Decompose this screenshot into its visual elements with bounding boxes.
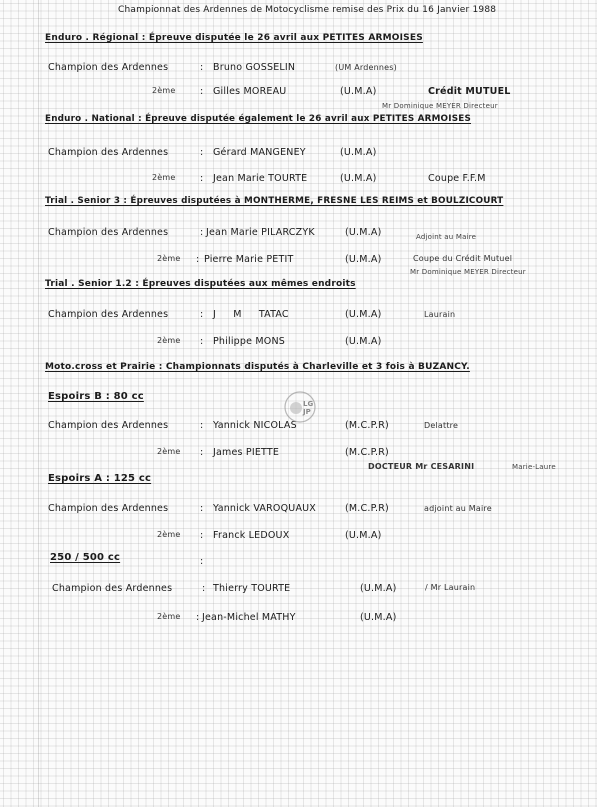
- espoirs-a-second-name: Franck LEDOUX: [213, 530, 290, 541]
- margin-line: [38, 0, 39, 807]
- cat-250-500-champ-note: / Mr Laurain: [425, 583, 476, 592]
- enduro-regional-second-prize: Crédit MUTUEL: [428, 86, 511, 97]
- enduro-regional-prize-note: Mr Dominique MEYER Directeur: [382, 102, 498, 110]
- trial-senior12-second-name: Philippe MONS: [213, 336, 286, 347]
- cat-250-500-heading-sep: :: [200, 556, 204, 567]
- trial-senior3-second-name: Pierre Marie PETIT: [204, 254, 294, 265]
- enduro-national-second-label: 2ème: [152, 173, 176, 182]
- espoirs-b-champ-club: (M.C.P.R): [345, 420, 389, 431]
- espoirs-b-champ-note: Delattre: [424, 421, 459, 430]
- trial-senior12-champ-sep: :: [200, 309, 204, 320]
- cat-250-500-second-label: 2ème: [157, 612, 181, 621]
- espoirs-a-champ-label: Champion des Ardennes: [48, 503, 169, 514]
- espoirs-b-second-sep: :: [200, 447, 204, 458]
- espoirs-a-champ-name: Yannick VAROQUAUX: [213, 503, 317, 514]
- enduro-national-second-prize: Coupe F.F.M: [428, 173, 486, 184]
- espoirs-b-second-club: (M.C.P.R): [345, 447, 389, 458]
- espoirs-a-second-label: 2ème: [157, 530, 181, 539]
- trial-senior3-heading: Trial . Senior 3 : Épreuves disputées à MONTHERME, FRESNE LES REIMS et BOULZICOURT: [45, 196, 504, 206]
- trial-senior3-champ-name: Jean Marie PILARCZYK: [206, 227, 315, 238]
- trial-senior3-second-prize: Coupe du Crédit Mutuel: [413, 254, 513, 263]
- cat-250-500-second-sep: :: [196, 612, 200, 623]
- trial-senior3-champ-club: (U.M.A): [345, 227, 382, 238]
- trial-senior3-champ-label: Champion des Ardennes: [48, 227, 169, 238]
- espoirs-a-second-sep: :: [200, 530, 204, 541]
- enduro-national-champ-label: Champion des Ardennes: [48, 147, 169, 158]
- enduro-national-champ-sep: :: [200, 147, 204, 158]
- espoirs-b-second-name: James PIETTE: [213, 447, 280, 458]
- enduro-regional-heading: Enduro . Régional : Épreuve disputée le 26 avril aux PETITES ARMOISES: [45, 33, 423, 43]
- cat-250-500-champ-name: Thierry TOURTE: [213, 583, 291, 594]
- cat-250-500-champ-club: (U.M.A): [360, 583, 397, 594]
- espoirs-b-champ-name: Yannick NICOLAS: [213, 420, 297, 431]
- enduro-regional-champ-name: Bruno GOSSELIN: [213, 62, 296, 73]
- trial-senior12-champ-note: Laurain: [424, 310, 456, 319]
- espoirs-a-champ-club: (M.C.P.R): [345, 503, 389, 514]
- enduro-national-second-sep: :: [200, 173, 204, 184]
- trial-senior12-heading: Trial . Senior 1.2 : Épreuves disputées aux mêmes endroits: [45, 279, 356, 289]
- trial-senior12-champ-label: Champion des Ardennes: [48, 309, 169, 320]
- trial-senior3-second-club: (U.M.A): [345, 254, 382, 265]
- enduro-national-second-club: (U.M.A): [340, 173, 377, 184]
- espoirs-b-prize-note: Marie-Laure: [512, 463, 556, 471]
- trial-senior3-second-label: 2ème: [157, 254, 181, 263]
- trial-senior12-champ-club: (U.M.A): [345, 309, 382, 320]
- trial-senior12-second-sep: :: [200, 336, 204, 347]
- enduro-regional-second-name: Gilles MOREAU: [213, 86, 287, 97]
- trial-senior12-champ-name: J M TATAC: [213, 309, 289, 320]
- enduro-regional-champ-club: (UM Ardennes): [335, 63, 397, 72]
- espoirs-b-champ-sep: :: [200, 420, 204, 431]
- enduro-national-second-name: Jean Marie TOURTE: [213, 173, 308, 184]
- page-title: Championnat des Ardennes de Motocyclisme remise des Prix du 16 Janvier 1988: [118, 5, 497, 15]
- espoirs-b-champ-label: Champion des Ardennes: [48, 420, 169, 431]
- espoirs-a-heading: Espoirs A : 125 cc: [48, 473, 152, 484]
- espoirs-b-second-prize: DOCTEUR Mr CESARINI: [368, 462, 475, 471]
- enduro-regional-champ-sep: :: [200, 62, 204, 73]
- enduro-regional-second-label: 2ème: [152, 86, 176, 95]
- trial-senior12-second-label: 2ème: [157, 336, 181, 345]
- enduro-regional-champ-label: Champion des Ardennes: [48, 62, 169, 73]
- svg-text:JP: JP: [303, 408, 311, 416]
- trial-senior12-second-club: (U.M.A): [345, 336, 382, 347]
- enduro-regional-second-sep: :: [200, 86, 204, 97]
- seal-logo-icon: [281, 388, 319, 426]
- trial-senior3-champ-sep: :: [200, 227, 204, 238]
- espoirs-a-champ-sep: :: [200, 503, 204, 514]
- enduro-national-heading: Enduro . National : Épreuve disputée également le 26 avril aux PETITES ARMOISES: [45, 114, 471, 124]
- cat-250-500-champ-label: Champion des Ardennes: [52, 583, 173, 594]
- cat-250-500-champ-sep: :: [202, 583, 206, 594]
- espoirs-a-second-club: (U.M.A): [345, 530, 382, 541]
- espoirs-b-second-label: 2ème: [157, 447, 181, 456]
- espoirs-b-heading: Espoirs B : 80 cc: [48, 391, 144, 402]
- cat-250-500-heading: 250 / 500 cc: [50, 552, 121, 563]
- svg-text:LG: LG: [303, 400, 314, 408]
- espoirs-a-champ-note: adjoint au Maire: [424, 504, 492, 513]
- cat-250-500-second-club: (U.M.A): [360, 612, 397, 623]
- enduro-national-champ-name: Gérard MANGENEY: [213, 147, 306, 158]
- trial-senior3-champ-note: Adjoint au Maire: [416, 233, 477, 241]
- cat-250-500-second-name: Jean-Michel MATHY: [202, 612, 296, 623]
- trial-senior3-second-sep: :: [196, 254, 200, 265]
- enduro-regional-second-club: (U.M.A): [340, 86, 377, 97]
- enduro-national-champ-club: (U.M.A): [340, 147, 377, 158]
- motocross-heading: Moto.cross et Prairie : Championnats disputés à Charleville et 3 fois à BUZANCY.: [45, 362, 470, 372]
- trial-senior3-prize-note: Mr Dominique MEYER Directeur: [410, 268, 526, 276]
